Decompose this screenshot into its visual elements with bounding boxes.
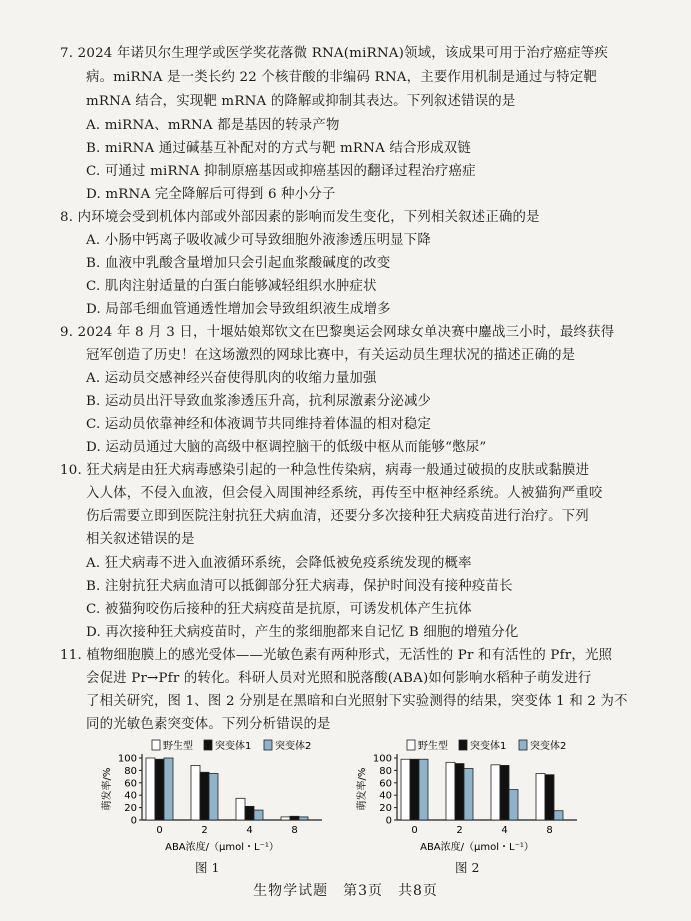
bar bbox=[536, 774, 545, 821]
q9-option-a: A. 运动员交感神经兴奋使得肌肉的收缩力量加强 bbox=[86, 371, 377, 386]
legend-entry: 野生型 bbox=[163, 741, 193, 752]
x-tick-label: 8 bbox=[546, 825, 553, 836]
q7-line-3: mRNA 结合，实现靶 mRNA 的降解或抑制其表达。下列叙述错误的是 bbox=[86, 94, 516, 109]
legend-entry: 突变体2 bbox=[530, 741, 567, 752]
y-tick-label: 20 bbox=[124, 803, 137, 815]
q7-line-1: 7. 2024 年诺贝尔生理学或医学奖花落微 RNA(miRNA)领域，该成果可用于治疗癌症等疾 bbox=[60, 46, 608, 61]
bar bbox=[290, 816, 299, 820]
q10-line-3: 伤后需要立即到医院注射抗狂犬病血清，还要分多次接种狂犬病疫苗进行治疗。下列 bbox=[86, 509, 589, 524]
q9-option-c: C. 运动员依靠神经和体液调节共同维持着体温的相对稳定 bbox=[86, 417, 432, 432]
bar bbox=[245, 806, 254, 820]
bar bbox=[155, 759, 164, 820]
x-tick-label: 4 bbox=[246, 825, 253, 836]
q10-option-a: A. 狂犬病毒不进入血液循环系统，会降低被免疫系统发现的概率 bbox=[86, 556, 472, 571]
bar bbox=[146, 758, 155, 820]
q10-line-1: 10. 狂犬病是由狂犬病毒感染引起的一种急性传染病，病毒一般通过破损的皮肤或黏膜进 bbox=[60, 463, 590, 478]
figure-1-caption: 图 1 bbox=[195, 860, 220, 875]
bar bbox=[209, 774, 218, 821]
y-tick-label: 0 bbox=[130, 815, 137, 827]
q10-line-4: 相关叙述错误的是 bbox=[86, 532, 195, 547]
bar bbox=[299, 817, 308, 820]
y-tick-label: 20 bbox=[379, 803, 392, 815]
bar bbox=[455, 764, 464, 820]
bar bbox=[491, 765, 500, 820]
q11-line-2: 会促进 Pr→Pfr 的转化。科研人员对光照和脱落酸(ABA)如何影响水稻种子萌发进行 bbox=[86, 671, 592, 686]
y-tick-label: 80 bbox=[124, 765, 137, 777]
bar bbox=[401, 759, 410, 820]
y-tick-label: 0 bbox=[385, 815, 392, 827]
y-tick-label: 80 bbox=[379, 765, 392, 777]
bar bbox=[191, 765, 200, 820]
x-tick-label: 0 bbox=[411, 825, 418, 836]
legend-entry: 突变体1 bbox=[215, 741, 252, 752]
x-tick-label: 8 bbox=[291, 825, 298, 836]
q9-line-2: 冠军创造了历史！在这场激烈的网球比赛中，有关运动员生理状况的描述正确的是 bbox=[86, 348, 576, 363]
bar bbox=[254, 810, 263, 820]
bar bbox=[545, 775, 554, 820]
legend-entry: 野生型 bbox=[418, 741, 448, 752]
q10-option-c: C. 被猫狗咬伤后接种的狂犬病疫苗是抗原，可诱发机体产生抗体 bbox=[86, 602, 472, 617]
y-axis-label: 萌发率/% bbox=[357, 767, 368, 811]
q7-option-c: C. 可通过 miRNA 抑制原癌基因或抑癌基因的翻译过程治疗癌症 bbox=[86, 164, 476, 179]
y-axis-label: 萌发率/% bbox=[102, 767, 113, 811]
y-tick-label: 100 bbox=[372, 753, 392, 765]
y-tick-label: 60 bbox=[124, 778, 137, 790]
q7-option-d: D. mRNA 完全降解后可得到 6 种小分子 bbox=[86, 187, 336, 202]
bar bbox=[236, 798, 245, 820]
q7-line-2: 病。miRNA 是一类长约 22 个核苷酸的非编码 RNA，主要作用机制是通过与特定靶 bbox=[86, 70, 597, 85]
y-tick-label: 40 bbox=[379, 790, 392, 802]
x-tick-label: 2 bbox=[201, 825, 208, 836]
x-tick-label: 4 bbox=[501, 825, 508, 836]
legend-swatch bbox=[264, 740, 272, 750]
q9-line-1: 9. 2024 年 8 月 3 日，十堰姑娘郑钦文在巴黎奥运会网球女单决赛中鏖战三小时，最终获得 bbox=[60, 325, 615, 340]
legend-swatch bbox=[519, 740, 527, 750]
bar bbox=[509, 790, 518, 820]
figure-1-svg bbox=[100, 738, 340, 868]
q10-option-b: B. 注射抗狂犬病血清可以抵御部分狂犬病毒，保护时间没有接种疫苗长 bbox=[86, 579, 513, 594]
y-tick-label: 60 bbox=[379, 778, 392, 790]
figure-2-caption: 图 2 bbox=[455, 860, 480, 875]
q8-option-a: A. 小肠中钙离子吸收减少可导致细胞外液渗透压明显下降 bbox=[86, 233, 431, 248]
q8-option-d: D. 局部毛细血管通透性增加会导致组织液生成增多 bbox=[86, 302, 391, 317]
bar bbox=[281, 817, 290, 820]
q9-option-b: B. 运动员出汗导致血浆渗透压升高，抗利尿激素分泌减少 bbox=[86, 394, 432, 409]
legend-swatch bbox=[152, 740, 160, 750]
q11-line-3: 了相关研究，图 1、图 2 分别是在黑暗和白光照射下实验测得的结果，突变体 1 和 2 为不 bbox=[86, 694, 628, 709]
q10-line-2: 入人体，不侵入血液，但会侵入周围神经系统，再传至中枢神经系统。人被猫狗严重咬 bbox=[86, 486, 603, 501]
legend-swatch bbox=[459, 740, 467, 750]
y-tick-label: 40 bbox=[124, 790, 137, 802]
y-tick-label: 100 bbox=[117, 753, 137, 765]
q8-line-1: 8. 内环境会受到机体内部或外部因素的影响而发生变化，下列相关叙述正确的是 bbox=[60, 210, 540, 225]
q8-option-c: C. 肌肉注射适量的白蛋白能够减轻组织水肿症状 bbox=[86, 279, 377, 294]
figure-2-chart bbox=[355, 738, 595, 868]
x-axis-label: ABA浓度/（μmol・L⁻¹） bbox=[420, 842, 534, 853]
figure-1-chart bbox=[100, 738, 340, 868]
bar bbox=[464, 769, 473, 820]
legend-entry: 突变体2 bbox=[275, 741, 312, 752]
q7-option-b: B. miRNA 通过碱基互补配对的方式与靶 mRNA 结合形成双链 bbox=[86, 141, 471, 156]
bar bbox=[554, 811, 563, 820]
x-tick-label: 0 bbox=[156, 825, 163, 836]
bar bbox=[500, 765, 509, 820]
q7-option-a: A. miRNA、mRNA 都是基因的转录产物 bbox=[86, 118, 340, 133]
bar bbox=[164, 758, 173, 820]
page-footer: 生物学试题 第3页 共8页 bbox=[253, 883, 438, 899]
q10-option-d: D. 再次接种狂犬病疫苗时，产生的浆细胞都来自记忆 B 细胞的增殖分化 bbox=[86, 625, 519, 640]
bar bbox=[410, 759, 419, 820]
q11-line-4: 同的光敏色素突变体。下列分析错误的是 bbox=[86, 717, 331, 732]
q11-line-1: 11. 植物细胞膜上的感光受体——光敏色素有两种形式，无活性的 Pr 和有活性的 Pfr，光照 bbox=[60, 648, 613, 663]
bar bbox=[419, 759, 428, 820]
q8-option-b: B. 血液中乳酸含量增加只会引起血浆酸碱度的改变 bbox=[86, 256, 391, 271]
figure-2-svg bbox=[355, 738, 595, 868]
legend-swatch bbox=[204, 740, 212, 750]
bar bbox=[446, 762, 455, 820]
q9-option-d: D. 运动员通过大脑的高级中枢调控脑干的低级中枢从而能够“憋尿” bbox=[86, 440, 487, 455]
x-axis-label: ABA浓度/（μmol・L⁻¹） bbox=[165, 842, 279, 853]
legend-swatch bbox=[407, 740, 415, 750]
bar bbox=[200, 772, 209, 820]
x-tick-label: 2 bbox=[456, 825, 463, 836]
legend-entry: 突变体1 bbox=[470, 741, 507, 752]
